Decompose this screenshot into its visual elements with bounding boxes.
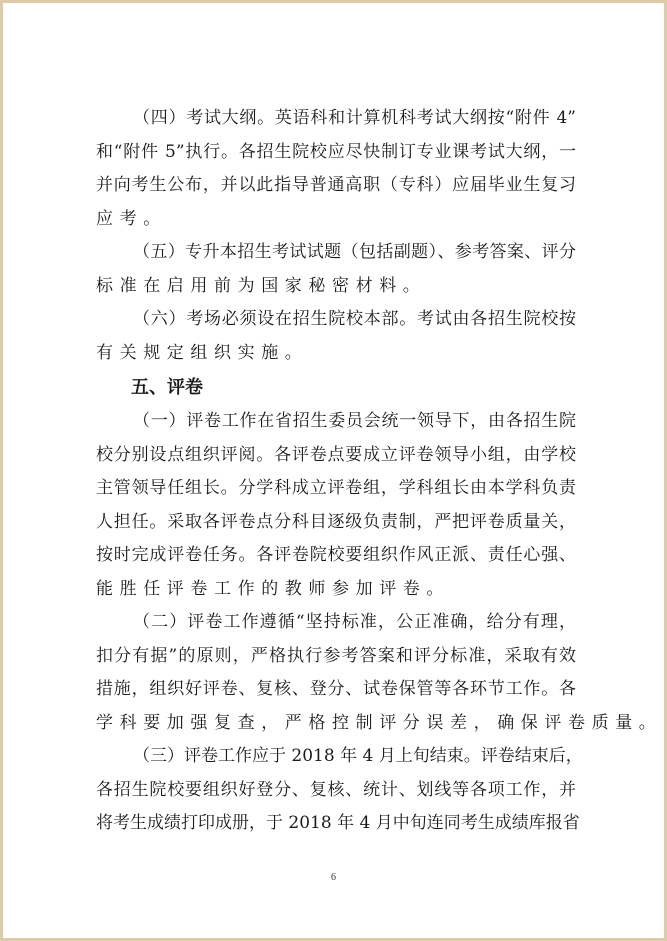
text-line: 主管领导任组长。分学科成立评卷组，学科组长由本学科负责 xyxy=(96,478,576,498)
section-heading: 五、评卷 xyxy=(131,377,203,398)
paragraph xyxy=(96,102,576,236)
text-line: 各招生院校要组织好登分、复核、统计、划线等各项工作，并 xyxy=(96,779,576,800)
paragraph xyxy=(96,236,576,303)
text-line: 学科要加强复查，严格控制评分误差，确保评卷质量。 xyxy=(96,712,663,733)
text-line: 校分别设点组织评阅。各评卷点要成立评卷领导小组，由学校 xyxy=(96,444,576,465)
text-line: （三）评卷工作应于 2018 年 4 月上旬结束。评卷结束后， xyxy=(133,746,583,766)
text-line: （六）考场必须设在招生院校本部。考试由各招生院校按 xyxy=(133,309,576,329)
text-line: 能胜任评卷工作的教师参加评卷。 xyxy=(96,578,450,599)
text-line: 标准在启用前为国家秘密材料。 xyxy=(96,275,427,296)
text-line: 按时完成评卷任务。各评卷院校要组织作风正派、责任心强、 xyxy=(96,545,576,565)
text-line: 人担任。采取各评卷点分科目逐级负责制，严把评卷质量关， xyxy=(96,511,576,532)
text-line: 将考生成绩打印成册，于 2018 年 4 月中旬连同考生成绩库报省 xyxy=(96,813,580,833)
text-line: （二）评卷工作遵循“坚持标准，公正准确，给分有理， xyxy=(133,612,576,632)
text-line: （四）考试大纲。英语科和计算机科考试大纲按“附件 4” xyxy=(133,108,576,128)
text-line: （一）评卷工作在省招生委员会统一领导下，由各招生院 xyxy=(133,411,576,431)
document-page xyxy=(3,3,664,938)
paragraph xyxy=(96,303,576,370)
paragraph xyxy=(96,740,583,841)
page-number: 6 xyxy=(331,872,336,883)
text-line: 扣分有据”的原则，严格执行参考答案和评分标准，采取有效 xyxy=(96,645,576,666)
section-exam-items xyxy=(96,102,576,370)
text-line: 有关规定组织实施。 xyxy=(96,342,309,363)
text-line: 和“附件 5”执行。各招生院校应尽快制订专业课考试大纲，一 xyxy=(96,141,576,162)
section-grading-items xyxy=(96,405,663,841)
document-body xyxy=(96,102,663,841)
text-line: 措施，组织好评卷、复核、登分、试卷保管等各环节工作。各 xyxy=(96,679,576,699)
text-line: 并向考生公布，并以此指导普通高职（专科）应届毕业生复习 xyxy=(96,175,576,195)
text-line: （五）专升本招生考试试题（包括副题）、参考答案、评分 xyxy=(133,242,576,262)
paragraph xyxy=(96,606,663,740)
text-line: 应考。 xyxy=(96,208,167,229)
paragraph xyxy=(96,405,576,606)
